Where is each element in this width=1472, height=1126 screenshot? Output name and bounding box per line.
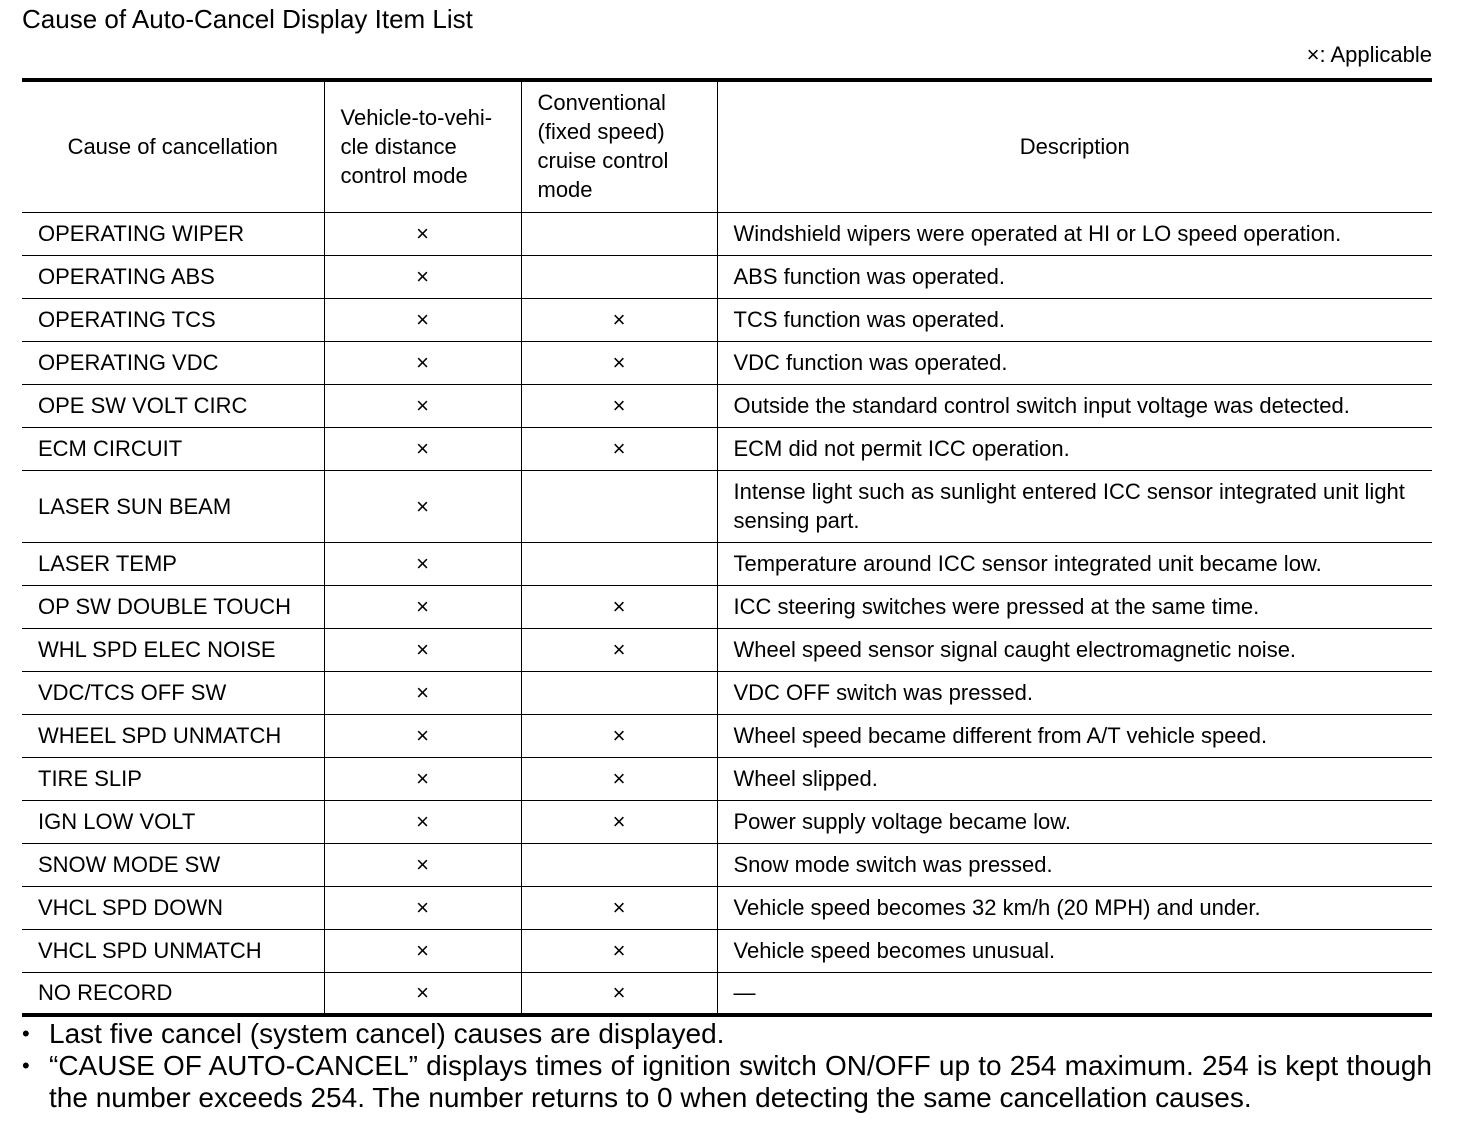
cruise-mode-mark: × bbox=[521, 341, 717, 384]
cause-cell: OPERATING WIPER bbox=[22, 212, 324, 255]
description-cell: Wheel speed sensor signal caught electromagnetic noise. bbox=[717, 628, 1432, 671]
cruise-mode-mark: × bbox=[521, 298, 717, 341]
cruise-mode-mark: × bbox=[521, 585, 717, 628]
header-cause: Cause of cancellation bbox=[22, 80, 324, 212]
table-row bbox=[22, 972, 1432, 1015]
cause-cell: ECM CIRCUIT bbox=[22, 427, 324, 470]
cause-cell: IGN LOW VOLT bbox=[22, 800, 324, 843]
page-title: Cause of Auto-Cancel Display Item List bbox=[22, 4, 473, 34]
cruise-mode-mark bbox=[521, 542, 717, 585]
cause-cell: OPERATING ABS bbox=[22, 255, 324, 298]
description-cell: Outside the standard control switch input voltage was detected. bbox=[717, 384, 1432, 427]
cruise-mode-mark bbox=[521, 843, 717, 886]
distance-mode-mark: × bbox=[324, 542, 521, 585]
description-cell: ECM did not permit ICC operation. bbox=[717, 427, 1432, 470]
header-cruise-line: (fixed speed) bbox=[537, 119, 665, 144]
cause-cell: OPE SW VOLT CIRC bbox=[22, 384, 324, 427]
cruise-mode-mark: × bbox=[521, 886, 717, 929]
distance-mode-mark: × bbox=[324, 714, 521, 757]
legend: ×: Applicable bbox=[1306, 42, 1432, 67]
header-cruise-line: mode bbox=[537, 177, 593, 202]
distance-mode-mark: × bbox=[324, 972, 521, 1015]
table-row bbox=[22, 628, 1432, 671]
description-cell: Temperature around ICC sensor integrated unit became low. bbox=[717, 542, 1432, 585]
cause-cell: OPERATING VDC bbox=[22, 341, 324, 384]
table-row bbox=[22, 298, 1432, 341]
header-cruise-mode bbox=[521, 80, 717, 212]
distance-mode-mark: × bbox=[324, 470, 521, 542]
description-cell: VDC OFF switch was pressed. bbox=[717, 671, 1432, 714]
cause-cell: LASER TEMP bbox=[22, 542, 324, 585]
distance-mode-mark: × bbox=[324, 929, 521, 972]
table-row bbox=[22, 427, 1432, 470]
table-row bbox=[22, 714, 1432, 757]
description-cell: Intense light such as sunlight entered ICC sensor integrated unit light sensing part. bbox=[717, 470, 1432, 542]
table-row bbox=[22, 800, 1432, 843]
table-row bbox=[22, 542, 1432, 585]
auto-cancel-table bbox=[22, 78, 1432, 1017]
cruise-mode-mark: × bbox=[521, 800, 717, 843]
table-row bbox=[22, 585, 1432, 628]
cruise-mode-mark bbox=[521, 255, 717, 298]
cause-cell: VDC/TCS OFF SW bbox=[22, 671, 324, 714]
cause-cell: LASER SUN BEAM bbox=[22, 470, 324, 542]
description-cell: Power supply voltage became low. bbox=[717, 800, 1432, 843]
description-cell: Wheel speed became different from A/T vehicle speed. bbox=[717, 714, 1432, 757]
cause-cell: SNOW MODE SW bbox=[22, 843, 324, 886]
header-cruise-line: cruise control bbox=[537, 148, 669, 173]
description-cell: TCS function was operated. bbox=[717, 298, 1432, 341]
table-row bbox=[22, 255, 1432, 298]
distance-mode-mark: × bbox=[324, 628, 521, 671]
description-cell: Wheel slipped. bbox=[717, 757, 1432, 800]
cause-cell: WHL SPD ELEC NOISE bbox=[22, 628, 324, 671]
table-row bbox=[22, 886, 1432, 929]
note-item bbox=[22, 1018, 1432, 1050]
header-distance-line: Vehicle-to-vehi- bbox=[340, 105, 493, 131]
cruise-mode-mark: × bbox=[521, 972, 717, 1015]
description-cell: Vehicle speed becomes 32 km/h (20 MPH) and under. bbox=[717, 886, 1432, 929]
table-row bbox=[22, 757, 1432, 800]
cruise-mode-mark: × bbox=[521, 757, 717, 800]
note-text: “CAUSE OF AUTO-CANCEL” displays times of ignition switch ON/OFF up to 254 maximum. 254 is kept though the number exceeds 254. The number returns to 0 when detecting the same cancellation causes. bbox=[49, 1050, 1432, 1113]
header-description: Description bbox=[717, 80, 1432, 212]
cause-cell: NO RECORD bbox=[22, 972, 324, 1015]
distance-mode-mark: × bbox=[324, 427, 521, 470]
cause-cell: OP SW DOUBLE TOUCH bbox=[22, 585, 324, 628]
cause-cell: VHCL SPD UNMATCH bbox=[22, 929, 324, 972]
distance-mode-mark: × bbox=[324, 843, 521, 886]
cruise-mode-mark: × bbox=[521, 384, 717, 427]
cruise-mode-mark: × bbox=[521, 929, 717, 972]
description-cell: ICC steering switches were pressed at the same time. bbox=[717, 585, 1432, 628]
table-row bbox=[22, 212, 1432, 255]
table-row bbox=[22, 470, 1432, 542]
distance-mode-mark: × bbox=[324, 212, 521, 255]
distance-mode-mark: × bbox=[324, 585, 521, 628]
cause-cell: VHCL SPD DOWN bbox=[22, 886, 324, 929]
distance-mode-mark: × bbox=[324, 298, 521, 341]
distance-mode-mark: × bbox=[324, 255, 521, 298]
distance-mode-mark: × bbox=[324, 384, 521, 427]
cause-cell: TIRE SLIP bbox=[22, 757, 324, 800]
distance-mode-mark: × bbox=[324, 800, 521, 843]
cause-cell: WHEEL SPD UNMATCH bbox=[22, 714, 324, 757]
note-text: Last five cancel (system cancel) causes are displayed. bbox=[49, 1018, 725, 1049]
description-cell: — bbox=[717, 972, 1432, 1015]
description-cell: Vehicle speed becomes unusual. bbox=[717, 929, 1432, 972]
cruise-mode-mark bbox=[521, 470, 717, 542]
header-cruise-line: Conventional bbox=[537, 90, 666, 115]
description-cell: Windshield wipers were operated at HI or LO speed operation. bbox=[717, 212, 1432, 255]
header-row bbox=[22, 80, 1432, 212]
cruise-mode-mark bbox=[521, 212, 717, 255]
header-distance-mode bbox=[324, 80, 521, 212]
table-row bbox=[22, 341, 1432, 384]
notes-list bbox=[22, 1018, 1432, 1114]
distance-mode-mark: × bbox=[324, 886, 521, 929]
table-row bbox=[22, 843, 1432, 886]
note-item bbox=[22, 1050, 1432, 1114]
table-row bbox=[22, 384, 1432, 427]
header-distance-line: control mode bbox=[340, 163, 468, 189]
distance-mode-mark: × bbox=[324, 341, 521, 384]
distance-mode-mark: × bbox=[324, 671, 521, 714]
cruise-mode-mark: × bbox=[521, 628, 717, 671]
cause-cell: OPERATING TCS bbox=[22, 298, 324, 341]
bullet-icon: • bbox=[22, 1021, 30, 1046]
description-cell: ABS function was operated. bbox=[717, 255, 1432, 298]
cruise-mode-mark: × bbox=[521, 714, 717, 757]
table-row bbox=[22, 929, 1432, 972]
header-distance-line: cle distance bbox=[340, 134, 457, 160]
distance-mode-mark: × bbox=[324, 757, 521, 800]
description-cell: VDC function was operated. bbox=[717, 341, 1432, 384]
description-cell: Snow mode switch was pressed. bbox=[717, 843, 1432, 886]
cruise-mode-mark bbox=[521, 671, 717, 714]
cruise-mode-mark: × bbox=[521, 427, 717, 470]
table-row bbox=[22, 671, 1432, 714]
bullet-icon: • bbox=[22, 1053, 30, 1078]
